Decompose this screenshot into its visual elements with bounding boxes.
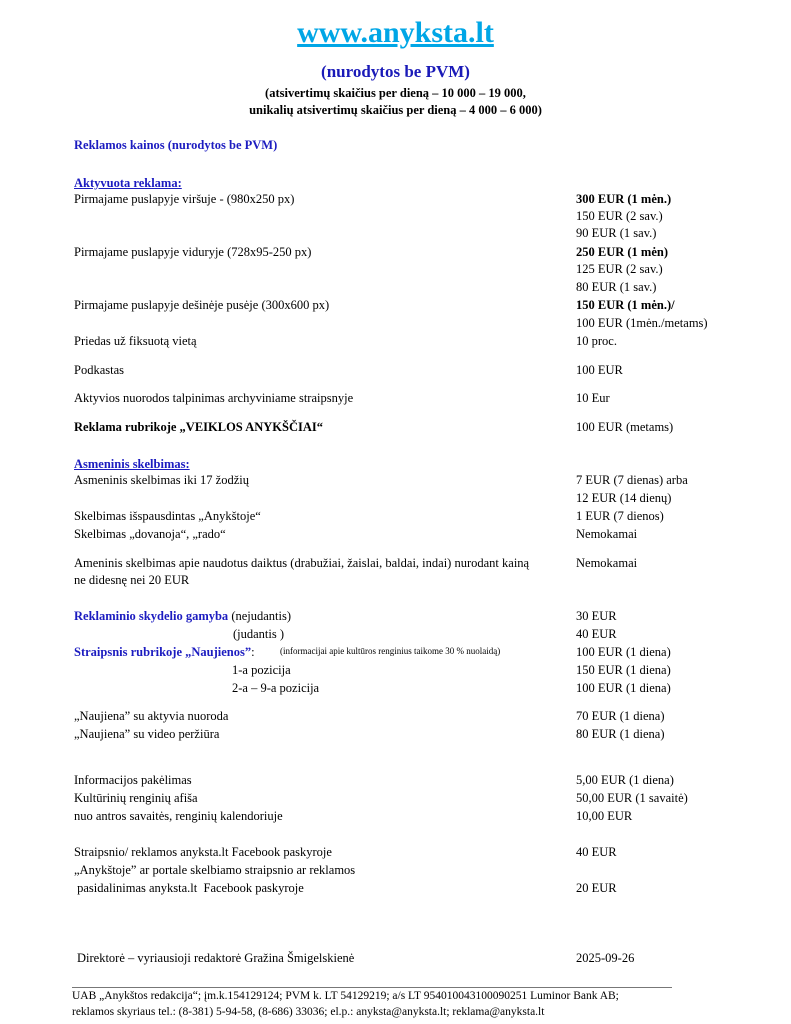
veiklos-price: 100 EUR (metams) [576,420,674,434]
news-video-label: „Naujiena” su video peržiūra [74,727,220,741]
top-banner-price-2weeks: 150 EUR (2 sav.) [576,209,663,223]
fixed-place-label: Priedas už fiksuotą vietą [74,334,197,348]
position-2-9-price: 100 EUR (1 diena) [576,681,671,695]
fixed-place-price: 10 proc. [576,334,617,348]
events-poster-label: Kultūrinių renginių afiša [74,791,198,805]
events-calendar-label: nuo antros savaitės, renginių kalendoriuje [74,809,283,823]
middle-banner-price-week: 80 EUR (1 sav.) [576,280,657,294]
facebook-article-price: 40 EUR [576,845,617,859]
site-link[interactable]: www.anyksta.lt [297,16,494,49]
personal-ad-label: Asmeninis skelbimas iki 17 žodžių [74,473,249,487]
middle-banner-price-2weeks: 125 EUR (2 sav.) [576,262,663,276]
footer-divider [72,987,672,988]
stats-line-1: (atsivertimų skaičius per dieną – 10 000 – 19 000, [265,86,526,100]
right-banner-price-month: 150 EUR (1 mėn.)/ [576,298,675,312]
podcast-label: Podkastas [74,363,124,377]
news-link-price: 70 EUR (1 diena) [576,709,665,723]
top-banner-label: Pirmajame puslapyje viršuje - (980x250 px) [74,192,295,206]
events-poster-price: 50,00 EUR (1 savaitė) [576,791,688,805]
personal-ads-heading: Asmeninis skelbimas: [74,457,190,471]
banner-moving-label: (judantis ) [233,627,285,641]
facebook-share-label-1: „Anykštoje” ar portale skelbiamo straipsnio ar reklamos [74,863,356,877]
position-2-9-label: 2-a – 9-a pozicija [232,681,320,695]
middle-banner-price-month: 250 EUR (1 mėn) [576,245,669,259]
printed-ad-label: Skelbimas išspausdintas „Anykštoje“ [74,509,261,523]
podcast-price: 100 EUR [576,363,623,377]
news-link-label: „Naujiena” su aktyvia nuoroda [74,709,229,723]
news-discount-note: (informacijai apie kultūros renginius taikome 30 % nuolaidą) [280,646,501,656]
news-colon: : [251,645,255,659]
document-date: 2025-09-26 [576,951,635,965]
banner-static-label: (nejudantis) [231,609,292,623]
banner-production-heading: Reklaminio skydelio gamyba [74,609,229,623]
used-items-label-1: Ameninis skelbimas apie naudotus daiktus (drabužiai, žaislai, baldai, indai) nurodant kainą [74,556,530,570]
middle-banner-label: Pirmajame puslapyje viduryje (728x95-250 px) [74,245,312,259]
veiklos-label: Reklama rubrikoje „VEIKLOS ANYKŠČIAI“ [74,420,323,434]
events-calendar-price: 10,00 EUR [576,809,633,823]
archive-link-price: 10 Eur [576,391,610,405]
position-1-label: 1-a pozicija [232,663,291,677]
gift-ad-price: Nemokamai [576,527,638,541]
archive-link-label: Aktyvios nuorodos talpinimas archyviniame straipsnyje [74,391,354,405]
top-banner-price-month: 300 EUR (1 mėn.) [576,192,672,206]
prices-title: Reklamos kainos (nurodytos be PVM) [74,138,278,152]
personal-ad-price-7days: 7 EUR (7 dienas) arba [576,473,688,487]
facebook-share-price: 20 EUR [576,881,617,895]
gift-ad-label: Skelbimas „dovanoja“, „rado“ [74,527,226,541]
banner-production-row [74,609,291,624]
used-items-price: Nemokamai [576,556,638,570]
banner-moving-price: 40 EUR [576,627,617,641]
printed-ad-price: 1 EUR (7 dienos) [576,509,664,523]
used-items-label-2: ne didesnę nei 20 EUR [74,573,190,587]
stats-line-2: unikalių atsivertimų skaičius per dieną – 4 000 – 6 000) [249,103,542,117]
right-banner-price-year: 100 EUR (1mėn./metams) [576,316,708,330]
facebook-share-label-2: pasidalinimas anyksta.lt Facebook paskyroje [74,881,304,895]
info-lift-label: Informacijos pakėlimas [74,773,192,787]
footer-contact-line: reklamos skyriaus tel.: (8-381) 5-94-58, (8-686) 33036; el.p.: anyksta@anyksta.lt; reklama@anyksta.lt [72,1006,545,1018]
banner-static-price: 30 EUR [576,609,617,623]
personal-ad-price-14days: 12 EUR (14 dienų) [576,491,672,505]
active-ads-heading: Aktyvuota reklama: [74,176,182,190]
page-subtitle: (nurodytos be PVM) [321,62,470,81]
right-banner-label: Pirmajame puslapyje dešinėje pusėje (300x600 px) [74,298,330,312]
top-banner-price-week: 90 EUR (1 sav.) [576,226,657,240]
facebook-article-label: Straipsnio/ reklamos anyksta.lt Facebook paskyroje [74,845,332,859]
info-lift-price: 5,00 EUR (1 diena) [576,773,674,787]
news-price: 100 EUR (1 diena) [576,645,671,659]
position-1-price: 150 EUR (1 diena) [576,663,671,677]
footer-company-line: UAB „Anykštos redakcija“; įm.k.154129124; PVM k. LT 54129219; a/s LT 954010043100090251 Luminor Bank AB; [72,990,619,1002]
news-row [74,645,255,660]
news-video-price: 80 EUR (1 diena) [576,727,665,741]
news-heading: Straipsnis rubrikoje „Naujienos” [74,645,252,659]
director-signature: Direktorė – vyriausioji redaktorė Gražina Šmigelskienė [77,951,355,965]
